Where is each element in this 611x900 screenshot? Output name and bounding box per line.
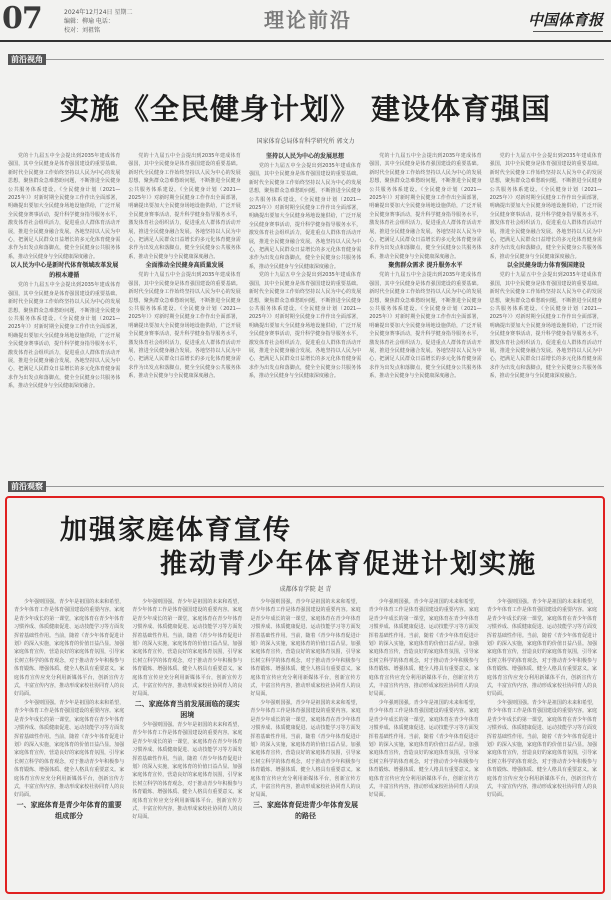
page-header (0, 0, 611, 42)
article2-top-rule (8, 486, 604, 487)
body-paragraph: 党的十九届五中全会提出到2035年建成体育强国，其中全民健身是体育强国建设的重要基础。新时代全民健身工作始终坚持以人民为中心的发展思想，聚焦群众急难愁盼问题，不断推进全民健身公共服务体系建设。《全民健身计划（2021—2025年）》对新时期全民健身工作作出全面部署，明确提出要加大全民健身场地设施供给，广泛开展全民健身赛事活动，提升科学健身指导服务水平，激发体育社会组织活力，促进重点人群体育活动开展，推进全民健身融合发展。各地坚持以人民为中心，把满足人民群众日益增长的多元化体育健身需求作为出发点和落脚点，健全全民健身公共服务体系，推动全民健身与全民健康深度融合。 (369, 272, 482, 380)
article1-column (128, 152, 240, 484)
date-info (64, 8, 144, 35)
article2-subhead: 二、家庭体育当前发展面临的现实困境 (134, 699, 240, 719)
body-paragraph: 党的十九届五中全会提出到2035年建成体育强国，其中全民健身是体育强国建设的重要基础。新时代全民健身工作始终坚持以人民为中心的发展思想，聚焦群众急难愁盼问题，不断推进全民健身公共服务体系建设。《全民健身计划（2021—2025年）》对新时期全民健身工作作出全面部署，明确提出要加大全民健身场地设施供给，广泛开展全民健身赛事活动，提升科学健身指导服务水平，激发体育社会组织活力，促进重点人群体育活动开展，推进全民健身融合发展。各地坚持以人民为中心，把满足人民群众日益增长的多元化体育健身需求作为出发点和落脚点，健全全民健身公共服务体系，推动全民健身与全民健康深度融合。 (248, 163, 362, 270)
article1-headline: 实施《全民健身计划》 建设体育强国 (59, 92, 552, 126)
body-paragraph: 少年强则国强。青少年是祖国的未来和希望，青少年体育工作是体育强国建设的重要内容。家庭是青少年成长的第一课堂，家庭体育在青少年体育习惯养成、体质健康促进、运动技能学习等方面发挥着基础性作用。当前，随着《青少年体育促进计划》的深入实施，家庭体育的价值日益凸显。加强家庭体育宣传，营造良好的家庭体育氛围，引导家长树立科学的体育观念，对于推动青少年积极参与体育锻炼、增强体质、健全人格具有重要意义。家庭体育宣传应充分利用新媒体平台，创新宣传方式，丰富宣传内容，推动形成家校社协同育人的良好局面。 (132, 599, 243, 698)
article2-body-columns (14, 598, 597, 888)
article2-column (487, 598, 597, 888)
article1-top-rule (8, 59, 604, 60)
body-paragraph: 党的十九届五中全会提出到2035年建成体育强国，其中全民健身是体育强国建设的重要基础。新时代全民健身工作始终坚持以人民为中心的发展思想，聚焦群众急难愁盼问题，不断推进全民健身公共服务体系建设。《全民健身计划（2021—2025年）》对新时期全民健身工作作出全面部署，明确提出要加大全民健身场地设施供给，广泛开展全民健身赛事活动，提升科学健身指导服务水平，激发体育社会组织活力，促进重点人群体育活动开展，推进全民健身融合发展。各地坚持以人民为中心，把满足人民群众日益增长的多元化体育健身需求作为出发点和落脚点，健全全民健身公共服务体系，推动全民健身与全民健康深度融合。 (8, 153, 121, 260)
brand-underline (533, 31, 603, 32)
body-paragraph: 党的十九届五中全会提出到2035年建成体育强国，其中全民健身是体育强国建设的重要基础。新时代全民健身工作始终坚持以人民为中心的发展思想，聚焦群众急难愁盼问题，不断推进全民健身公共服务体系建设。《全民健身计划（2021—2025年）》对新时期全民健身工作作出全面部署，明确提出要加大全民健身场地设施供给，广泛开展全民健身赛事活动，提升科学健身指导服务水平，激发体育社会组织活力，促进重点人群体育活动开展，推进全民健身融合发展。各地坚持以人民为中心，把满足人民群众日益增长的多元化体育健身需求作为出发点和落脚点，健全全民健身公共服务体系，推动全民健身与全民健康深度融合。 (489, 153, 603, 260)
body-paragraph: 党的十九届五中全会提出到2035年建成体育强国，其中全民健身是体育强国建设的重要基础。新时代全民健身工作始终坚持以人民为中心的发展思想，聚焦群众急难愁盼问题，不断推进全民健身公共服务体系建设。《全民健身计划（2021—2025年）》对新时期全民健身工作作出全面部署，明确提出要加大全民健身场地设施供给，广泛开展全民健身赛事活动，提升科学健身指导服务水平，激发体育社会组织活力，促进重点人群体育活动开展，推进全民健身融合发展。各地坚持以人民为中心，把满足人民群众日益增长的多元化体育健身需求作为出发点和落脚点，健全全民健身公共服务体系，推动全民健身与全民健康深度融合。 (128, 153, 241, 260)
article1-column-tag: 前沿视角 (8, 54, 46, 65)
article2-column (132, 598, 242, 888)
article2-column (14, 598, 124, 888)
date-line: 2024年12月24日 星期二 (64, 9, 133, 16)
body-paragraph: 少年强则国强。青少年是祖国的未来和希望，青少年体育工作是体育强国建设的重要内容。家庭是青少年成长的第一课堂，家庭体育在青少年体育习惯养成、体质健康促进、运动技能学习等方面发挥着基础性作用。当前，随着《青少年体育促进计划》的深入实施，家庭体育的价值日益凸显。加强家庭体育宣传，营造良好的家庭体育氛围，引导家长树立科学的体育观念，对于推动青少年积极参与体育锻炼、增强体质、健全人格具有重要意义。家庭体育宣传应充分利用新媒体平台，创新宣传方式，丰富宣传内容，推动形成家校社协同育人的良好局面。 (368, 599, 479, 698)
article1-column (490, 152, 602, 484)
article2-subhead: 三、家庭体育促进青少年体育发展的路径 (253, 800, 358, 820)
article2-byline: 成都体育学院 赵 青 (279, 586, 332, 593)
body-paragraph: 党的十九届五中全会提出到2035年建成体育强国，其中全民健身是体育强国建设的重要基础。新时代全民健身工作始终坚持以人民为中心的发展思想，聚焦群众急难愁盼问题，不断推进全民健身公共服务体系建设。《全民健身计划（2021—2025年）》对新时期全民健身工作作出全面部署，明确提出要加大全民健身场地设施供给，广泛开展全民健身赛事活动，提升科学健身指导服务水平，激发体育社会组织活力，促进重点人群体育活动开展，推进全民健身融合发展。各地坚持以人民为中心，把满足人民群众日益增长的多元化体育健身需求作为出发点和落脚点，健全全民健身公共服务体系，推动全民健身与全民健康深度融合。 (8, 282, 121, 390)
article1-subhead: 坚持以人民为中心的发展思想 (266, 153, 345, 160)
article1-column (8, 152, 120, 484)
body-paragraph: 党的十九届五中全会提出到2035年建成体育强国，其中全民健身是体育强国建设的重要基础。新时代全民健身工作始终坚持以人民为中心的发展思想，聚焦群众急难愁盼问题，不断推进全民健身公共服务体系建设。《全民健身计划（2021—2025年）》对新时期全民健身工作作出全面部署，明确提出要加大全民健身场地设施供给，广泛开展全民健身赛事活动，提升科学健身指导服务水平，激发体育社会组织活力，促进重点人群体育活动开展，推进全民健身融合发展。各地坚持以人民为中心，把满足人民群众日益增长的多元化体育健身需求作为出发点和落脚点，健全全民健身公共服务体系，推动全民健身与全民健康深度融合。 (489, 272, 603, 380)
body-paragraph: 少年强则国强。青少年是祖国的未来和希望，青少年体育工作是体育强国建设的重要内容。家庭是青少年成长的第一课堂，家庭体育在青少年体育习惯养成、体质健康促进、运动技能学习等方面发挥着基础性作用。当前，随着《青少年体育促进计划》的深入实施，家庭体育的价值日益凸显。加强家庭体育宣传，营造良好的家庭体育氛围，引导家长树立科学的体育观念，对于推动青少年积极参与体育锻炼、增强体质、健全人格具有重要意义。家庭体育宣传应充分利用新媒体平台，创新宣传方式，丰富宣传内容，推动形成家校社协同育人的良好局面。 (486, 599, 598, 698)
article2-column (369, 598, 479, 888)
body-paragraph: 少年强则国强。青少年是祖国的未来和希望，青少年体育工作是体育强国建设的重要内容。家庭是青少年成长的第一课堂，家庭体育在青少年体育习惯养成、体质健康促进、运动技能学习等方面发挥着基础性作用。当前，随着《青少年体育促进计划》的深入实施，家庭体育的价值日益凸显。加强家庭体育宣传，营造良好的家庭体育氛围，引导家长树立科学的体育观念，对于推动青少年积极参与体育锻炼、增强体质、健全人格具有重要意义。家庭体育宣传应充分利用新媒体平台，创新宣传方式，丰富宣传内容，推动形成家校社协同育人的良好局面。 (368, 699, 479, 799)
article1-column (249, 152, 361, 484)
article1-subhead: 以全民健身助力体育强国建设 (506, 262, 585, 270)
body-paragraph: 党的十九届五中全会提出到2035年建成体育强国，其中全民健身是体育强国建设的重要基础。新时代全民健身工作始终坚持以人民为中心的发展思想，聚焦群众急难愁盼问题，不断推进全民健身公共服务体系建设。《全民健身计划（2021—2025年）》对新时期全民健身工作作出全面部署，明确提出要加大全民健身场地设施供给，广泛开展全民健身赛事活动，提升科学健身指导服务水平，激发体育社会组织活力，促进重点人群体育活动开展，推进全民健身融合发展。各地坚持以人民为中心，把满足人民群众日益增长的多元化体育健身需求作为出发点和落脚点，健全全民健身公共服务体系，推动全民健身与全民健康深度融合。 (369, 153, 482, 260)
body-paragraph: 党的十九届五中全会提出到2035年建成体育强国，其中全民健身是体育强国建设的重要基础。新时代全民健身工作始终坚持以人民为中心的发展思想，聚焦群众急难愁盼问题，不断推进全民健身公共服务体系建设。《全民健身计划（2021—2025年）》对新时期全民健身工作作出全面部署，明确提出要加大全民健身场地设施供给，广泛开展全民健身赛事活动，提升科学健身指导服务水平，激发体育社会组织活力，促进重点人群体育活动开展，推进全民健身融合发展。各地坚持以人民为中心，把满足人民群众日益增长的多元化体育健身需求作为出发点和落脚点，健全全民健身公共服务体系，推动全民健身与全民健康深度融合。 (128, 272, 241, 380)
article2-column-tag: 前沿观察 (8, 481, 46, 492)
article2-column (250, 598, 360, 888)
page-number: 07 (2, 1, 42, 36)
article1-subhead: 全面推动全民健身高质量发展 (145, 262, 224, 270)
article2-headline-line2: 推动青少年体育促进计划实施 (160, 549, 537, 580)
body-paragraph: 少年强则国强。青少年是祖国的未来和希望，青少年体育工作是体育强国建设的重要内容。家庭是青少年成长的第一课堂，家庭体育在青少年体育习惯养成、体质健康促进、运动技能学习等方面发挥着基础性作用。当前，随着《青少年体育促进计划》的深入实施，家庭体育的价值日益凸显。加强家庭体育宣传，营造良好的家庭体育氛围，引导家长树立科学的体育观念，对于推动青少年积极参与体育锻炼、增强体质、健全人格具有重要意义。家庭体育宣传应充分利用新媒体平台，创新宣传方式，丰富宣传内容，推动形成家校社协同育人的良好局面。 (250, 699, 361, 799)
body-paragraph: 少年强则国强。青少年是祖国的未来和希望，青少年体育工作是体育强国建设的重要内容。家庭是青少年成长的第一课堂，家庭体育在青少年体育习惯养成、体质健康促进、运动技能学习等方面发挥着基础性作用。当前，随着《青少年体育促进计划》的深入实施，家庭体育的价值日益凸显。加强家庭体育宣传，营造良好的家庭体育氛围，引导家长树立科学的体育观念，对于推动青少年积极参与体育锻炼、增强体质、健全人格具有重要意义。家庭体育宣传应充分利用新媒体平台，创新宣传方式，丰富宣传内容，推动形成家校社协同育人的良好局面。 (486, 699, 598, 799)
article2-subhead: 一、家庭体育是青少年体育的重要组成部分 (16, 800, 122, 820)
article1-subhead: 以人民为中心是新时代体育领域改革发展的根本遵循 (10, 262, 119, 280)
newspaper-brand: 中国体育报 (527, 11, 603, 29)
article1-body-columns (8, 152, 602, 484)
article1-subhead: 聚焦群众需求 提升服务水平 (388, 262, 463, 270)
body-paragraph: 少年强则国强。青少年是祖国的未来和希望，青少年体育工作是体育强国建设的重要内容。家庭是青少年成长的第一课堂，家庭体育在青少年体育习惯养成、体质健康促进、运动技能学习等方面发挥着基础性作用。当前，随着《青少年体育促进计划》的深入实施，家庭体育的价值日益凸显。加强家庭体育宣传，营造良好的家庭体育氛围，引导家长树立科学的体育观念，对于推动青少年积极参与体育锻炼、增强体质、健全人格具有重要意义。家庭体育宣传应充分利用新媒体平台，创新宣传方式，丰富宣传内容，推动形成家校社协同育人的良好局面。 (14, 699, 125, 799)
article1-column (369, 152, 481, 484)
body-paragraph: 少年强则国强。青少年是祖国的未来和希望，青少年体育工作是体育强国建设的重要内容。家庭是青少年成长的第一课堂，家庭体育在青少年体育习惯养成、体质健康促进、运动技能学习等方面发挥着基础性作用。当前，随着《青少年体育促进计划》的深入实施，家庭体育的价值日益凸显。加强家庭体育宣传，营造良好的家庭体育氛围，引导家长树立科学的体育观念，对于推动青少年积极参与体育锻炼、增强体质、健全人格具有重要意义。家庭体育宣传应充分利用新媒体平台，创新宣传方式，丰富宣传内容，推动形成家校社协同育人的良好局面。 (250, 599, 361, 698)
body-paragraph: 少年强则国强。青少年是祖国的未来和希望，青少年体育工作是体育强国建设的重要内容。家庭是青少年成长的第一课堂，家庭体育在青少年体育习惯养成、体质健康促进、运动技能学习等方面发挥着基础性作用。当前，随着《青少年体育促进计划》的深入实施，家庭体育的价值日益凸显。加强家庭体育宣传，营造良好的家庭体育氛围，引导家长树立科学的体育观念，对于推动青少年积极参与体育锻炼、增强体质、健全人格具有重要意义。家庭体育宣传应充分利用新媒体平台，创新宣传方式，丰富宣传内容，推动形成家校社协同育人的良好局面。 (132, 721, 243, 821)
proofreader-line: 校对：刘祖铭 (64, 27, 101, 34)
article2-headline-line1: 加强家庭体育宣传 (60, 515, 292, 546)
body-paragraph: 党的十九届五中全会提出到2035年建成体育强国，其中全民健身是体育强国建设的重要基础。新时代全民健身工作始终坚持以人民为中心的发展思想，聚焦群众急难愁盼问题，不断推进全民健身公共服务体系建设。《全民健身计划（2021—2025年）》对新时期全民健身工作作出全面部署，明确提出要加大全民健身场地设施供给，广泛开展全民健身赛事活动，提升科学健身指导服务水平，激发体育社会组织活力，促进重点人群体育活动开展，推进全民健身融合发展。各地坚持以人民为中心，把满足人民群众日益增长的多元化体育健身需求作为出发点和落脚点，健全全民健身公共服务体系，推动全民健身与全民健康深度融合。 (248, 272, 362, 380)
body-paragraph: 少年强则国强。青少年是祖国的未来和希望，青少年体育工作是体育强国建设的重要内容。家庭是青少年成长的第一课堂，家庭体育在青少年体育习惯养成、体质健康促进、运动技能学习等方面发挥着基础性作用。当前，随着《青少年体育促进计划》的深入实施，家庭体育的价值日益凸显。加强家庭体育宣传，营造良好的家庭体育氛围，引导家长树立科学的体育观念，对于推动青少年积极参与体育锻炼、增强体质、健全人格具有重要意义。家庭体育宣传应充分利用新媒体平台，创新宣传方式，丰富宣传内容，推动形成家校社协同育人的良好局面。 (14, 599, 125, 698)
article1-byline: 国家体育总局体育科学研究所 郭文力 (256, 138, 355, 145)
editor-line: 编辑：柳瑜 电话： (64, 18, 114, 25)
section-title: 理论前沿 (264, 8, 352, 32)
